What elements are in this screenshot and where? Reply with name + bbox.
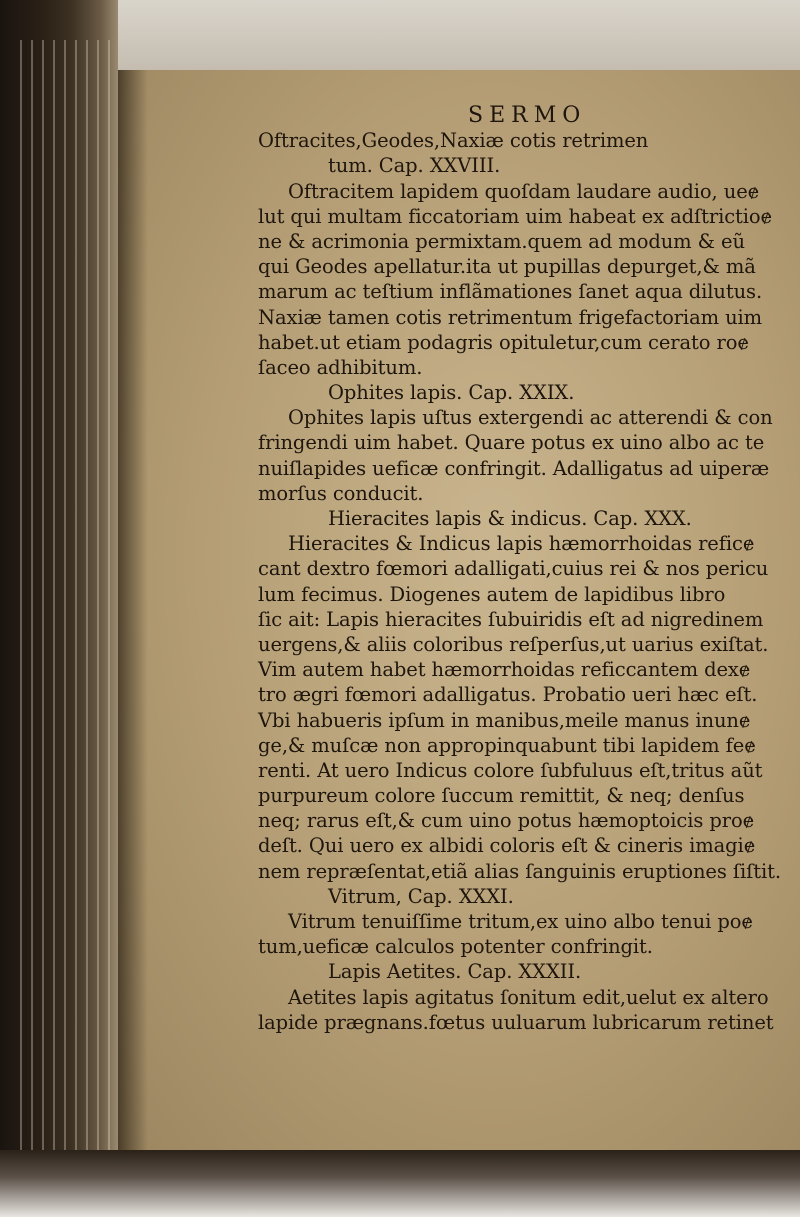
text-line: Naxiæ tamen cotis retrimentum frigefactoriam uim xyxy=(258,305,763,329)
text-line: Oftracitem lapidem quoſdam laudare audio, ueɇ xyxy=(288,179,760,203)
chapter-heading: Lapis Aetites. Cap. XXXII. xyxy=(328,960,582,984)
text-line: qui Geodes apellatur.ita ut pupillas depurget,& mã xyxy=(258,255,756,279)
text-line: uergens,& aliis coloribus reſperſus,ut uarius exiſtat. xyxy=(258,632,769,656)
page-shadow xyxy=(118,70,148,1150)
text-line: cant dextro fœmori adalligati,cuius rei & nos pericu xyxy=(258,557,769,581)
text-line: lut qui multam ficcatoriam uim habeat ex adſtrictioɇ xyxy=(258,204,772,228)
chapter-heading: Hieracites lapis & indicus. Cap. XXX. xyxy=(328,507,692,530)
text-line: renti. At uero Indicus colore ſubfuluus eſt,tritus aũt xyxy=(258,758,763,782)
text-line: habet.ut etiam podagris opituletur,cum cerato roɇ xyxy=(258,330,749,354)
text-line: Ophites lapis uſtus extergendi ac atterendi & con xyxy=(288,406,773,430)
text-line: marum ac teſtium inflãmationes ſanet aqua dilutus. xyxy=(258,280,763,304)
text-line: Vim autem habet hæmorrhoidas reficcantem dexɇ xyxy=(258,658,751,682)
text-line: lapide prægnans.fœtus uuluarum lubricarum retinet xyxy=(258,1010,774,1034)
text-line: morſus conducit. xyxy=(258,481,424,505)
text-line: nuiſlapides ueficæ confringit. Adalligatus ad uiperæ xyxy=(258,456,770,480)
text-line: ne & acrimonia permixtam.quem ad modum & eũ xyxy=(258,229,745,253)
chapter-heading: Ophites lapis. Cap. XXIX. xyxy=(328,381,575,405)
running-header: SERMO xyxy=(468,103,587,128)
text-line: Aetites lapis agitatus ſonitum edit,uelut ex altero xyxy=(288,985,769,1009)
text-line: ge,& muſcæ non appropinquabunt tibi lapidem feɇ xyxy=(258,733,756,757)
text-line: Hieracites & Indicus lapis hæmorrhoidas reficɇ xyxy=(288,532,755,556)
text-line: ſic ait: Lapis hieracites ſubuiridis eſt ad nigredinem xyxy=(258,607,764,631)
chapter-heading: Vitrum, Cap. XXXI. xyxy=(328,884,514,908)
book-gutter xyxy=(0,0,118,1217)
text-line: deſt. Qui uero ex albidi coloris eſt & cineris imagiɇ xyxy=(258,834,756,858)
text-line: tro ægri fœmori adalligatus. Probatio ueri hæc eſt. xyxy=(258,683,758,707)
text-line: Oftracites,Geodes,Naxiæ cotis retrimen xyxy=(258,129,649,153)
text-line: Vitrum tenuiſſime tritum,ex uino albo tenui poɇ xyxy=(288,910,753,933)
chapter-heading: tum. Cap. XXVIII. xyxy=(328,154,501,178)
text-line: tum,ueficæ calculos potenter confringit. xyxy=(258,935,653,959)
text-line: ſaceo adhibitum. xyxy=(258,355,423,379)
text-line: neq; rarus eſt,& cum uino potus hæmoptoicis proɇ xyxy=(258,809,755,833)
text-line: Vbi habueris ipſum in manibus,meile manus inunɇ xyxy=(258,708,751,732)
page-edges xyxy=(20,40,115,1170)
page-text xyxy=(258,103,781,1035)
text-line: fringendi uim habet. Quare potus ex uino albo ac te xyxy=(258,431,765,455)
text-line: lum fecimus. Diogenes autem de lapidibus libro xyxy=(258,582,726,606)
scanner-bottom-margin xyxy=(0,1150,800,1217)
text-line: purpureum colore ſuccum remittit, & neq; denſus xyxy=(258,784,745,808)
text-line: nem repræſentat,etiã alias ſanguinis eruptiones ſiſtit. xyxy=(258,859,781,883)
